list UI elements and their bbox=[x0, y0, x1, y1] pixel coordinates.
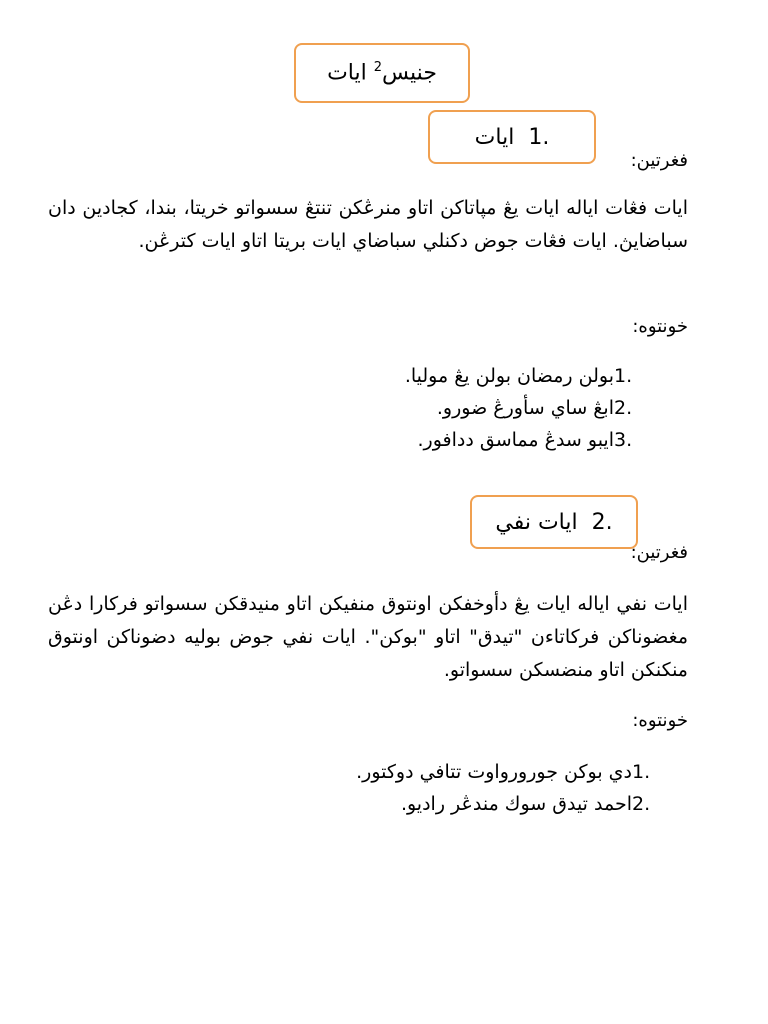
section-2-definition: ايات نفي اياله ايات يڠ دأوخفكن اونتوق منفيكن اتاو منيدقكن سسواتو فركارا دڠن مغضوناكن فركاتاءن "تيدق" اتاو "بوكن". ايات نفي جوض بوليه دضوناكن اونتوق منكنكن اتاو منضسكن سسواتو. bbox=[48, 593, 688, 681]
list-item-number: 1. bbox=[614, 365, 633, 387]
section-1-heading-text: ايات bbox=[474, 124, 515, 150]
section-1-examples-list bbox=[405, 360, 650, 456]
list-item-number: 1. bbox=[632, 761, 651, 783]
section-1-heading-number: 1. bbox=[528, 124, 550, 150]
section-2-examples-list bbox=[356, 756, 688, 820]
list-item bbox=[356, 788, 688, 820]
section-1-examples-label: خونتوه: bbox=[632, 316, 688, 337]
section-1-definition-label: فغرتين: bbox=[630, 150, 688, 171]
section-2-heading-number: 2. bbox=[591, 509, 613, 535]
list-item-number: 2. bbox=[632, 793, 651, 815]
list-item-number: 3. bbox=[614, 429, 633, 451]
list-item bbox=[405, 392, 650, 424]
list-item bbox=[405, 360, 650, 392]
list-item-text: دي بوكن جورورواوت تتافي دوكتور. bbox=[356, 761, 632, 783]
list-item-text: ايبو سدڠ مماسق ددافور. bbox=[417, 429, 614, 451]
section-2-heading bbox=[470, 495, 638, 549]
section-2-heading-text: ايات نفي bbox=[495, 509, 578, 535]
list-item-number: 2. bbox=[614, 397, 633, 419]
section-2-definition-label: فغرتين: bbox=[630, 542, 688, 563]
list-item bbox=[356, 756, 688, 788]
list-item bbox=[405, 424, 650, 456]
list-item-text: ابڠ ساي سأورڠ ضورو. bbox=[436, 397, 614, 419]
list-item-text: احمد تيدق سوك مندڠر راديو. bbox=[400, 793, 632, 815]
section-2-examples-label: خونتوه: bbox=[632, 710, 688, 731]
page-title bbox=[294, 43, 470, 103]
section-1-definition: ايات فڠات اياله ايات يڠ مڽاتاكن اتاو منرڠكن تنتڠ سسواتو خريتا، بندا، كجادين دان سباضايڽ. ايات فڠات جوض دكنلي سباضاي ايات بريتا اتاو ايات كترڠن. bbox=[48, 197, 688, 252]
list-item-text: بولن رمضان بولن يڠ موليا. bbox=[404, 365, 614, 387]
section-1-heading bbox=[428, 110, 596, 164]
title-text: جنيس$^2$ ايات bbox=[327, 60, 437, 86]
